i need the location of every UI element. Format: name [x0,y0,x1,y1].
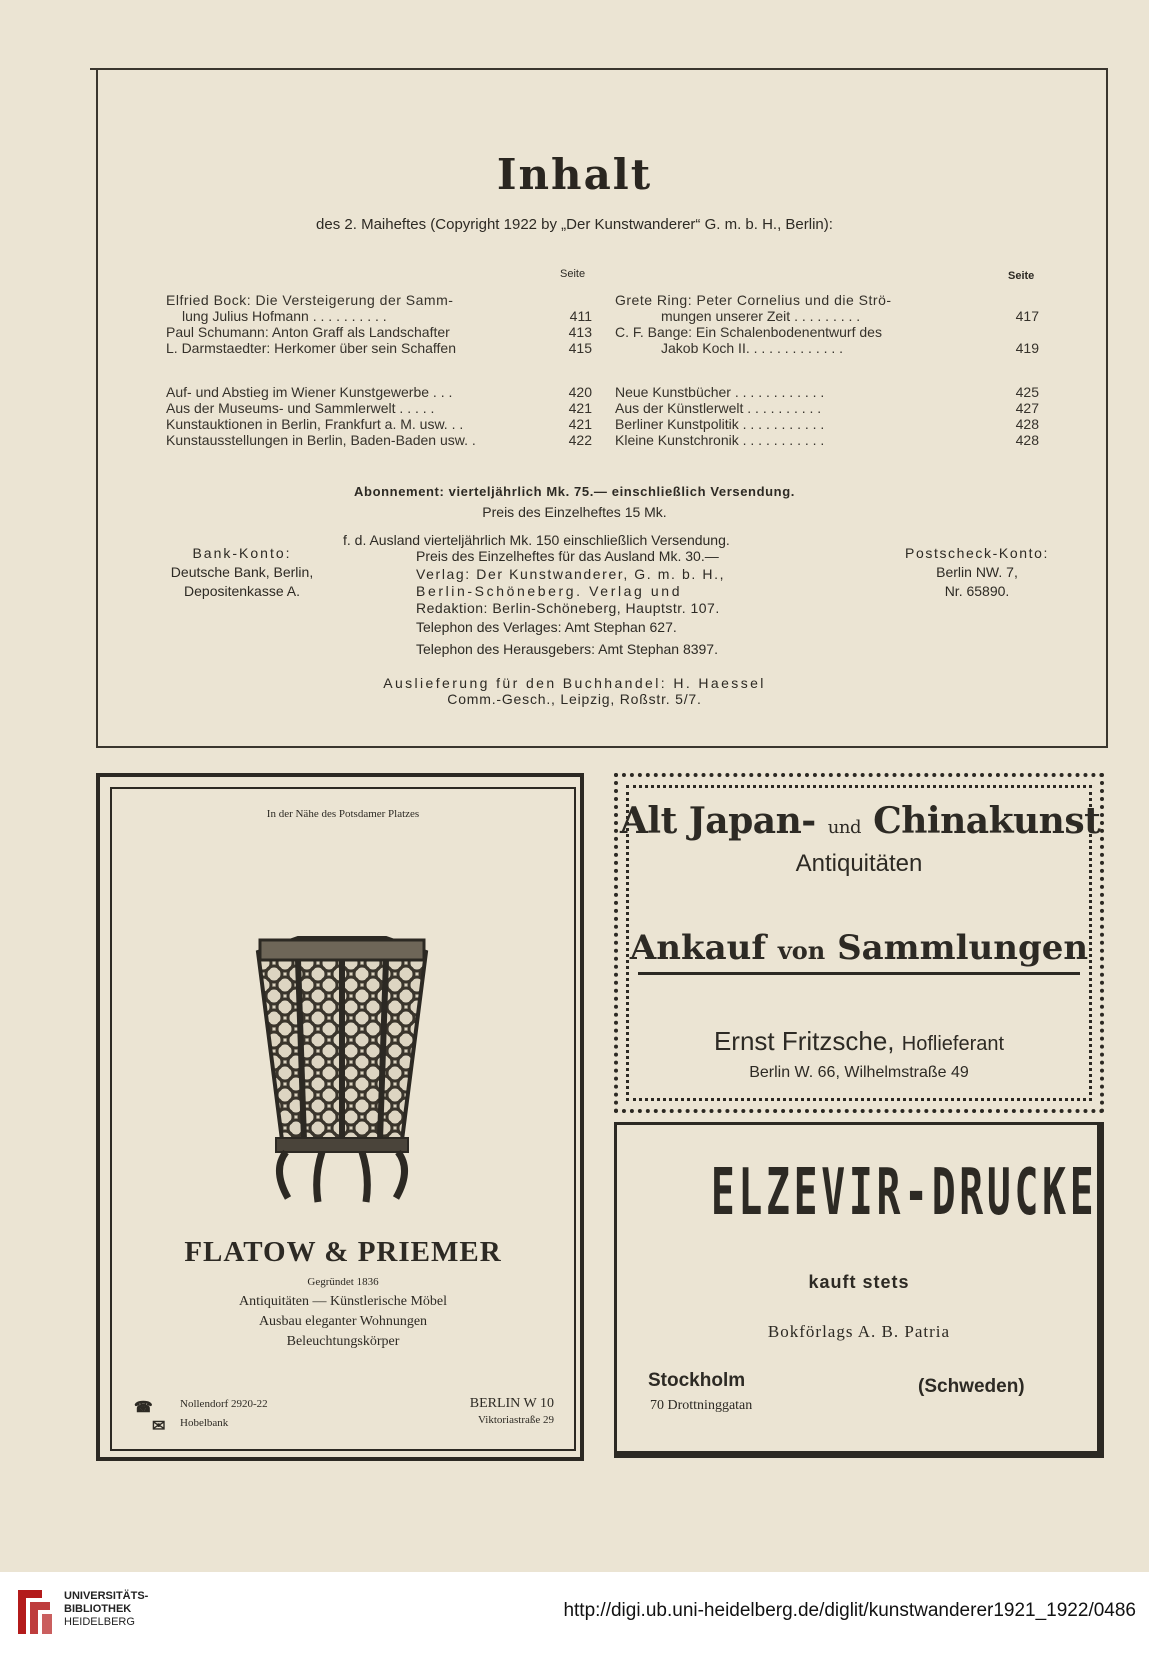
auslieferung-line-2: Comm.-Gesch., Leipzig, Roßstr. 5/7. [447,691,702,707]
toc-entry: Grete Ring: Peter Cornelius und die Strö- [615,292,892,308]
telegram-icon: ✉ [152,1418,166,1435]
postscheck-line-2: Nr. 65890. [944,583,1010,599]
verlag-ort-line: Berlin-Schöneberg. Verlag und [416,583,683,599]
toc-entry: L. Darmstaedter: Herkomer über sein Schaffen 415 [166,340,592,356]
flatow-line-3: Beleuchtungskörper [286,1334,400,1349]
flatow-founded: Gegründet 1836 [307,1276,379,1288]
toc-entry: Berliner Kunstpolitik . . . . . . . . . . . 428 [615,416,1039,432]
elzevir-firm: Bokförlags A. B. Patria [767,1322,951,1341]
seite-label-right: Seite [1008,270,1035,282]
bank-label: Bank-Konto: [192,545,292,561]
postscheck-line-1: Berlin NW. 7, [936,564,1018,580]
permalink-url[interactable]: http://digi.ub.uni-heidelberg.de/diglit/kunstwanderer1921_1922/0486 [563,1600,1136,1621]
toc-entry: lung Julius Hofmann . . . . . . . . . . 411 [182,308,592,324]
page-subtitle: des 2. Maiheftes (Copyright 1922 by „Der Kunstwanderer“ G. m. b. H., Berlin): [316,216,833,233]
ausland-line: f. d. Ausland vierteljährlich Mk. 150 einschließlich Versendung. [343,532,730,548]
vase-rim [260,940,424,960]
seite-label-left: Seite [560,268,586,280]
postscheck-label: Postscheck-Konto: [905,545,1049,561]
elzevir-kauft: kauft stets [808,1272,910,1292]
flatow-line-2: Ausbau eleganter Wohnungen [258,1314,428,1329]
flatow-city: BERLIN W 10 [469,1396,554,1411]
bank-line-1: Deutsche Bank, Berlin, [170,564,314,580]
ausland-einzel-line: Preis des Einzelheftes für das Ausland Mk. 30.— [416,548,719,564]
flatow-line-1: Antiquitäten — Künstlerische Möbel [238,1294,448,1309]
einzelheft-line: Preis des Einzelheftes 15 Mk. [482,504,667,520]
toc-left-main [166,292,592,356]
toc-right-sections [615,384,1039,448]
elzevir-headline: ELZEVIR-DRUCKE [710,1156,1098,1230]
divider-rule [638,972,1080,975]
flatow-street: Viktoriastraße 29 [477,1414,554,1426]
verlag-line: Verlag: Der Kunstwanderer, G. m. b. H., [416,566,726,582]
flatow-telegram: Hobelbank [180,1417,229,1429]
library-logo-icon [12,1584,56,1640]
elzevir-city: Stockholm [648,1370,746,1391]
toc-entry: Kunstausstellungen in Berlin, Baden-Baden usw. . 422 [166,432,592,448]
flatow-phone: Nollendorf 2920-22 [180,1398,268,1410]
toc-entry: Aus der Museums- und Sammlerwelt . . . . . 421 [166,400,592,416]
flatow-location-note: In der Nähe des Potsdamer Platzes [266,808,420,820]
japan-antiquitaeten: Antiquitäten [795,850,923,877]
japan-address: Berlin W. 66, Wilhelmstraße 49 [749,1064,969,1081]
phone-icon: ☎ [134,1400,153,1416]
toc-entry: Aus der Künstlerwelt . . . . . . . . . . 427 [615,400,1039,416]
library-name: UNIVERSITÄTS- BIBLIOTHEK HEIDELBERG [64,1590,149,1628]
auslieferung-line: Auslieferung für den Buchhandel: H. Haessel [383,675,766,691]
vase-illustration [252,930,432,1210]
redaktion-line: Redaktion: Berlin-Schöneberg, Hauptstr. 107. [416,600,720,616]
telephon-verlag-line: Telephon des Verlages: Amt Stephan 627. [416,619,677,635]
japan-dealer: Ernst Fritzsche, Hoflieferant [713,1026,1005,1056]
toc-entry: Elfried Bock: Die Versteigerung der Samm- [166,292,454,308]
page-title: Inhalt [496,150,653,199]
elzevir-country: (Schweden) [918,1376,1025,1397]
toc-entry: Kunstauktionen in Berlin, Frankfurt a. M. usw. . . 421 [166,416,592,432]
toc-entry: Jakob Koch II. . . . . . . . . . . . . 419 [661,340,1039,356]
flatow-name: FLATOW & PRIEMER [184,1236,502,1268]
toc-entry: C. F. Bange: Ein Schalenbodenentwurf des [615,324,882,340]
toc-entry: Paul Schumann: Anton Graff als Landschafter 413 [166,324,592,340]
toc-left-sections [166,384,592,448]
toc-right-main [615,292,1039,356]
toc-entry: Neue Kunstbücher . . . . . . . . . . . . 425 [615,384,1039,400]
abonnement-line: Abonnement: vierteljährlich Mk. 75.— einschließlich Versendung. [354,484,795,499]
bank-line-2: Depositenkasse A. [184,583,300,599]
toc-entry: mungen unserer Zeit . . . . . . . . . 417 [661,308,1039,324]
japan-headline: Alt Japan- und Chinakunst [620,800,1101,842]
japan-ankauf: Ankauf von Sammlungen [629,928,1089,968]
vase-legs [279,1152,404,1202]
elzevir-street: 70 Drottninggatan [650,1398,753,1413]
toc-entry: Kleine Kunstchronik . . . . . . . . . . . 428 [615,432,1039,448]
toc-entry: Auf- und Abstieg im Wiener Kunstgewerbe . . . 420 [166,384,592,400]
telephon-hrsg-line: Telephon des Herausgebers: Amt Stephan 8397. [416,641,718,657]
vase-base [276,1138,408,1152]
